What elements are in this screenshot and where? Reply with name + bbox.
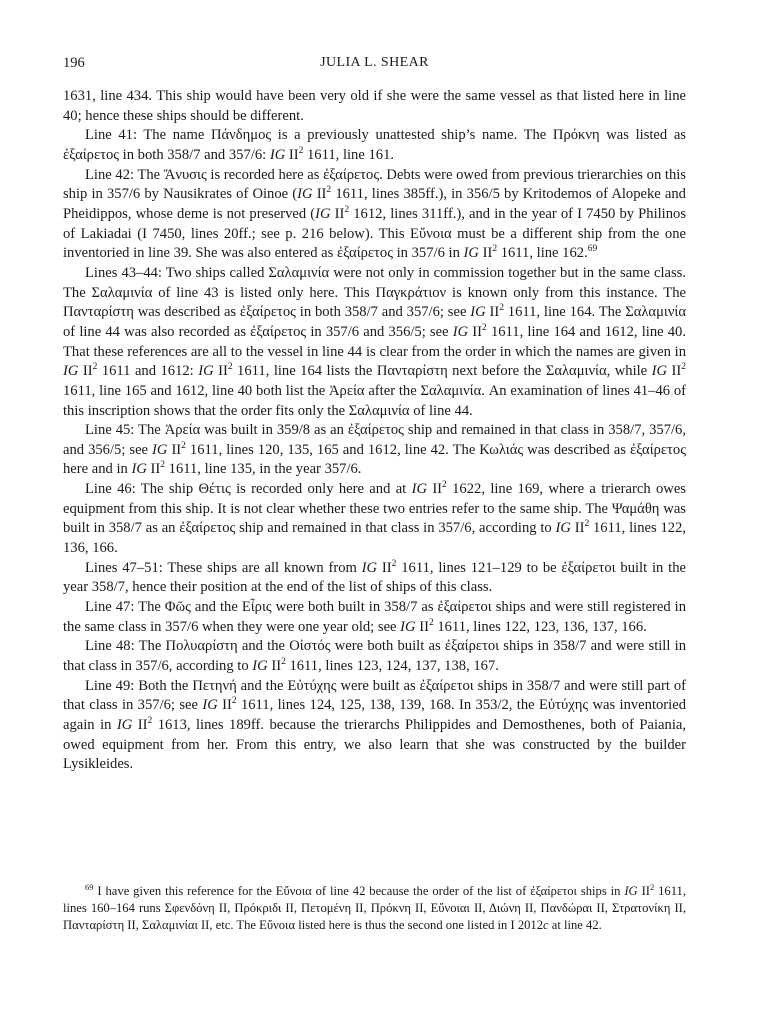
text-run: 1611, lines 122, 136, 166. xyxy=(63,520,686,557)
text-run: II xyxy=(78,363,93,380)
body-paragraph xyxy=(63,421,686,480)
superscript: 2 xyxy=(442,480,447,491)
body-paragraph xyxy=(63,677,686,775)
text-run: 1611, lines 160–164 runs Σφενδόνη ΙΙ, Πρόκριδι ΙΙ, Πετομένη ΙΙ, Πρόκνη ΙΙ, Εὔνοιαι ΙΙ, Διώνη ΙΙ, Πανδώραι ΙΙ, Στρατονίκη ΙΙ, Πανταρίστη ΙΙ, Σαλαμινίαι ΙΙ, etc. The Εὔνοια listed here is thus the second one listed in I 2012 xyxy=(63,884,686,933)
superscript: 2 xyxy=(160,460,166,471)
body-paragraph xyxy=(63,559,686,598)
italic-text: IG xyxy=(624,884,638,898)
superscript: 2 xyxy=(391,558,397,569)
italic-text: IG xyxy=(315,205,331,222)
text-run: 1612, lines 311ff.), and in the year of I 7450 by Philinos of Lakiadai (I 7450, lines 20ff.; see p. 216 below). This Εὔνοια must be a different ship from the one inventoried in line 39. She was also entered as ἐξαίρετος in 357/6 in xyxy=(63,205,687,262)
italic-text: IG xyxy=(152,441,168,458)
superscript: 69 xyxy=(85,882,94,892)
footnote xyxy=(63,883,686,935)
text-run: II xyxy=(132,717,148,733)
superscript: 2 xyxy=(227,362,233,373)
text-run: I have given this reference for the Εὔνοια of line 42 because the order of the list of ἐξαίρετοι ships in xyxy=(93,884,625,898)
superscript: 2 xyxy=(344,204,350,215)
text-run: II xyxy=(217,697,232,714)
text-run: II xyxy=(667,363,682,380)
superscript: 2 xyxy=(326,185,332,196)
text-run: 1611, lines 122, 123, 136, 137, 166. xyxy=(433,618,647,635)
italic-text: IG xyxy=(131,461,147,478)
text-run: 1611, line 161. xyxy=(303,146,395,163)
body-paragraph xyxy=(63,480,686,559)
superscript: 2 xyxy=(649,882,655,892)
text-run: II xyxy=(267,658,282,675)
text-run: II xyxy=(213,363,228,380)
text-run: II xyxy=(637,884,650,898)
text-run: 1611, line 165 and 1612, line 40 both list the Ἀρεία after the Σαλαμινία. An examination of lines 41–46 of this inscription shows that the order fits only the Σαλαμινία of line 44. xyxy=(63,382,686,419)
italic-text: IG xyxy=(116,717,133,733)
text-run: II xyxy=(468,323,483,340)
italic-text: IG xyxy=(361,559,378,576)
text-run: 1611 and 1612: xyxy=(97,363,199,380)
italic-text: IG xyxy=(651,363,668,380)
superscript: 2 xyxy=(181,440,186,451)
text-run: 1611, lines 123, 124, 137, 138, 167. xyxy=(285,658,499,675)
running-head xyxy=(63,55,686,75)
text-run: 1622, line 169, where a trierarch owes equipment from this ship. It is not clear whether these two entries refer to the same ship. The Ψαμάθη was built in 358/7 as an ἐξαίρετος ship and remained in that class in 357/6, according to xyxy=(63,481,686,537)
body-paragraph xyxy=(63,126,686,165)
text-run: 1611, line 164 lists the Πανταρίστη next before the Σαλαμινία, while xyxy=(232,363,652,380)
footnotes xyxy=(63,883,686,935)
running-title: JULIA L. SHEAR xyxy=(320,55,429,70)
text-run: Line 42: The Ἄνυσις is recorded here as ἐξαίρετος. Debts were owed from previous trierarchies on this ship in 357/6 by Nausikrates of Oinoe ( xyxy=(63,166,686,203)
italic-text: IG xyxy=(269,146,286,163)
italic-text: IG xyxy=(198,363,214,380)
italic-text: IG xyxy=(411,481,427,498)
body-text xyxy=(63,87,686,775)
text-run: Line 48: The Πολυαρίστη and the Οἰστός were both built as ἐξαίρετοι ships in 358/7 and were still in that class in 357/6, according to xyxy=(63,638,686,675)
italic-text: IG xyxy=(555,520,571,537)
text-run: Line 41: The name Πάνδημος is a previously unattested ship’s name. The Πρόκνη was listed as ἐξαίρετος in both 358/7 and 357/6: xyxy=(63,127,686,163)
italic-text: IG xyxy=(400,618,416,635)
page-number: 196 xyxy=(63,55,85,71)
superscript: 2 xyxy=(492,244,498,255)
text-run: II xyxy=(485,304,500,321)
italic-text: c xyxy=(543,918,549,933)
text-run: 1611, lines 385ff.), in 356/5 by Kritodemos of Alopeke and Pheidippos, whose deme is not preserved ( xyxy=(63,186,686,222)
superscript: 2 xyxy=(92,362,98,373)
text-run: II xyxy=(312,186,327,203)
italic-text: IG xyxy=(452,323,469,340)
body-paragraph xyxy=(63,598,686,637)
text-run: 1611, lines 124, 125, 138, 139, 168. In 353/2, the Εὐτύχης was inventoried again in xyxy=(63,697,686,733)
text-run: Lines 43–44: Two ships called Σαλαμινία were not only in commission together but in the same class. The Σαλαμινία of line 43 is listed only here. This Παγκράτιον is known only from this instance. The Πανταρίστη was described as ἐξαίρετος in both 358/7 and 357/6; see xyxy=(63,264,686,321)
text-run: Lines 47–51: These ships are all known from xyxy=(85,559,362,576)
body-paragraph xyxy=(63,264,686,421)
text-run: 1611, lines 120, 135, 165 and 1612, line 42. The Κωλιάς was described as ἐξαίρετος here and in xyxy=(63,441,686,478)
italic-text: IG xyxy=(297,186,313,203)
text-run: II xyxy=(330,205,345,222)
text-run: Line 46: The ship Θέτις is recorded only here and at xyxy=(85,481,412,498)
text-run: Line 49: Both the Πετηνή and the Εὐτύχης were built as ἐξαίρετοι ships in 358/7 and were still part of that class in 357/6; see xyxy=(63,677,686,714)
text-run: 1631, line 434. This ship would have been very old if she were the same vessel as that listed here in line 40; hence these ships should be different. xyxy=(63,88,686,124)
text-run: II xyxy=(167,441,182,458)
superscript: 69 xyxy=(587,244,598,255)
superscript: 2 xyxy=(681,362,686,373)
text-run: 1611, lines 121–129 to be ἐξαίρετοι built in the year 358/7, hence their position at the end of the list of ships of this class. xyxy=(63,559,687,596)
text-run: 1611, line 164. The Σαλαμινία of line 44 was also recorded as ἐξαίρετος in 357/6 and 356/5; see xyxy=(63,304,686,340)
italic-text: IG xyxy=(470,304,486,321)
text-run: II xyxy=(426,481,443,498)
italic-text: IG xyxy=(63,363,79,380)
text-run: II xyxy=(285,146,299,163)
superscript: 2 xyxy=(147,716,153,726)
superscript: 2 xyxy=(428,617,434,628)
superscript: 2 xyxy=(298,145,304,156)
text-run: II xyxy=(377,559,392,576)
text-run: at line 42. xyxy=(548,918,602,933)
text-run: II xyxy=(146,461,161,478)
text-run: 1613, lines 189ff. because the trierarchs Philippides and Demosthenes, both of Paiania, owed equipment from her. From this entry, we also learn that she was constructed by the builder Lysikleides. xyxy=(63,717,686,773)
text-run: 1611, line 164 and 1612, line 40. That these references are all to the vessel in line 44 is clear from the order in which the names are given in xyxy=(63,323,686,360)
text-run: 1611, line 135, in the year 357/6. xyxy=(165,461,362,478)
text-run: II xyxy=(570,520,585,537)
text-run: 1611, line 162. xyxy=(497,245,588,262)
italic-text: IG xyxy=(202,697,218,714)
body-paragraph xyxy=(63,166,686,264)
text-run: Line 45: The Ἀρεία was built in 359/8 as an ἐξαίρετος ship and remained in that class in 358/7, 357/6, and 356/5; see xyxy=(63,422,686,458)
text-run: II xyxy=(478,245,493,262)
superscript: 2 xyxy=(482,322,487,333)
superscript: 2 xyxy=(499,303,504,314)
superscript: 2 xyxy=(281,657,286,668)
text-run: II xyxy=(415,618,429,635)
superscript: 2 xyxy=(231,696,237,707)
italic-text: IG xyxy=(252,658,268,675)
text-run: Line 47: The Φῶς and the Εἶρις were both built in 358/7 as ἐξαίρετοι ships and were still registered in the same class in 357/6 when they were one year old; see xyxy=(63,599,686,635)
body-paragraph xyxy=(63,637,686,676)
italic-text: IG xyxy=(463,245,479,262)
superscript: 2 xyxy=(584,519,590,530)
body-paragraph xyxy=(63,87,686,126)
